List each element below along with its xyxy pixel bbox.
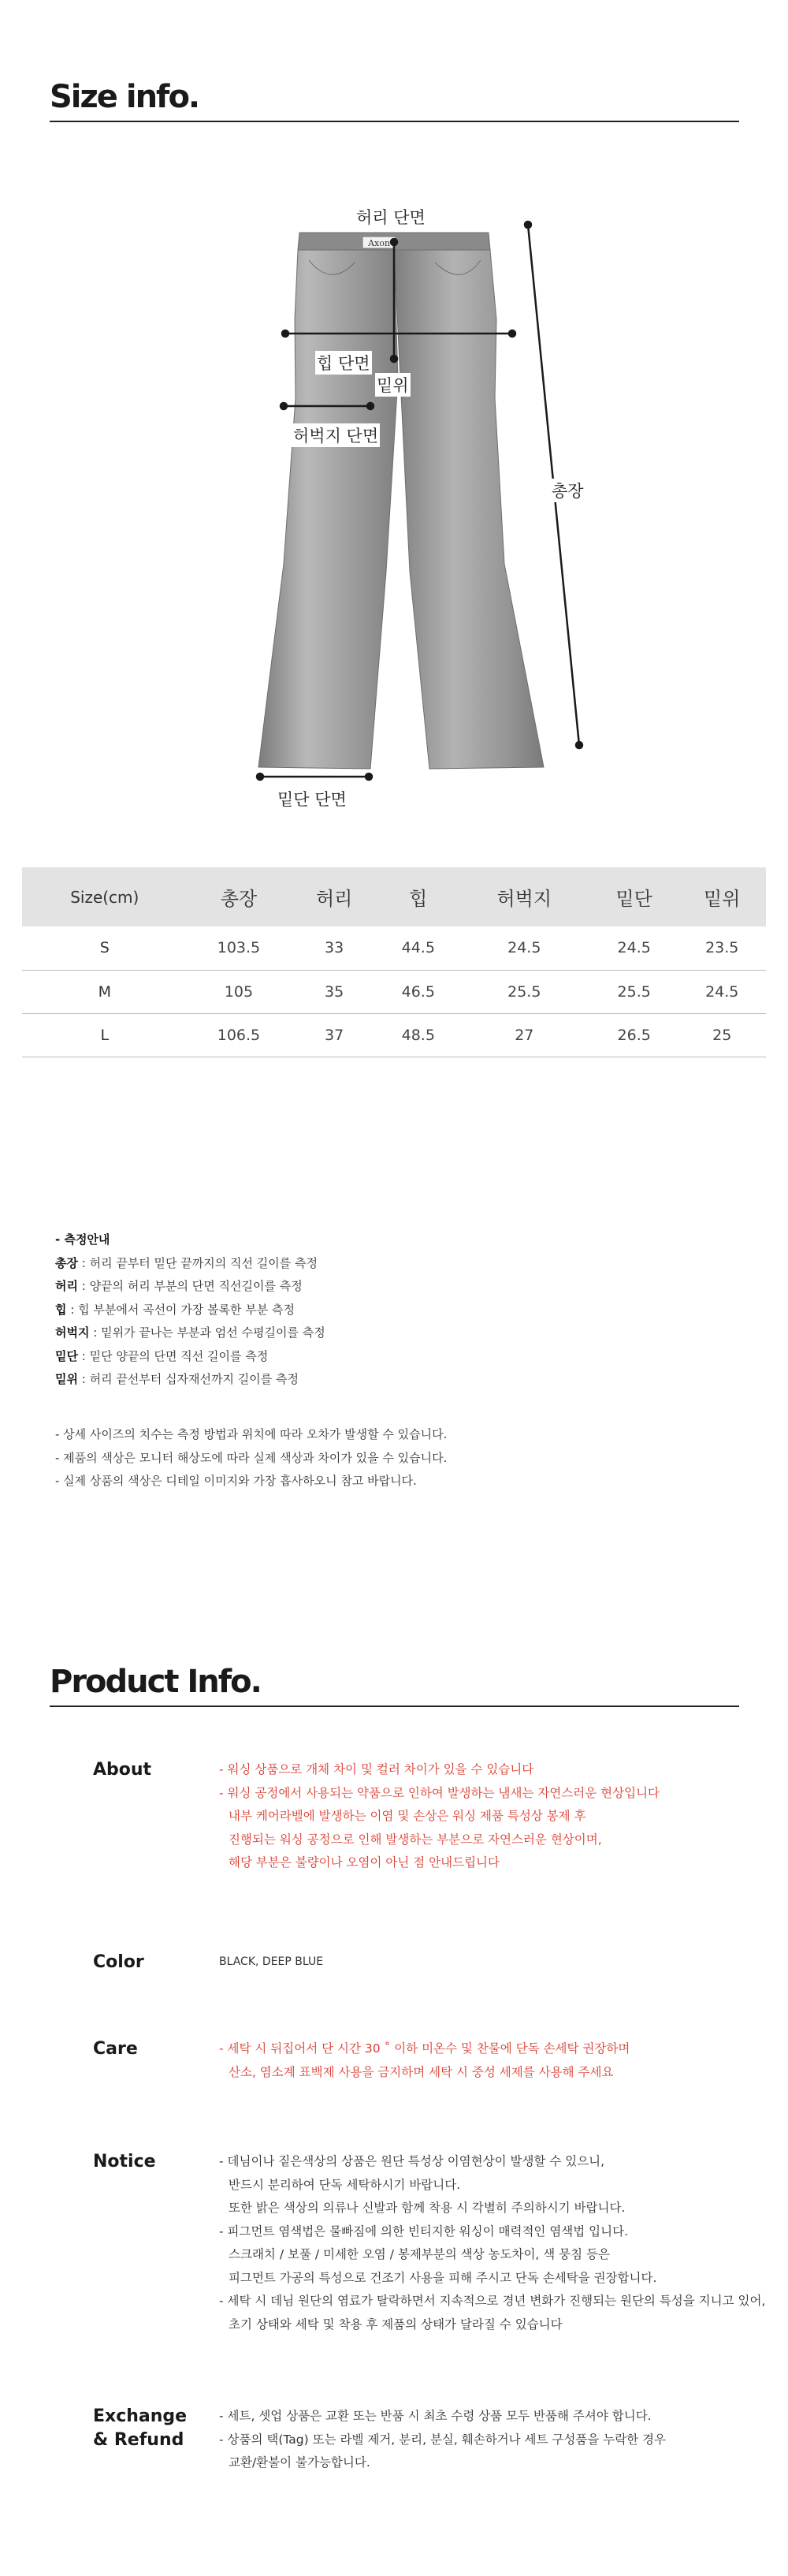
table-cell: 24.5 [459, 926, 590, 970]
table-row [22, 1013, 766, 1057]
table-cell: 25.5 [459, 970, 590, 1013]
care-text: - 세탁 시 뒤집어서 단 시간 30 ˚ 이하 미온수 및 찬물에 단독 손세탁 권장하며 산소, 염소계 표백제 사용을 금지하며 세탁 시 중성 세제를 사용해 주세요 [219, 2041, 630, 2079]
about-label: About [93, 1760, 152, 1780]
table-cell: 26.5 [590, 1013, 678, 1057]
product-info-rule [50, 1706, 739, 1707]
disclaimer-line: - 상세 사이즈의 치수는 측정 방법과 위치에 따라 오차가 발생할 수 있습니다. [55, 1427, 448, 1441]
measure-notes-heading: - 측정안내 [55, 1232, 110, 1247]
jeans-diagram [236, 201, 591, 816]
table-cell: 24.5 [678, 970, 766, 1013]
table-row [22, 970, 766, 1013]
rise-label: 밑위 [375, 373, 411, 397]
measure-note-item: 허벅지 : 밑위가 끝나는 부분과 엄선 수평길이를 측정 [55, 1325, 325, 1340]
table-cell: 46.5 [378, 970, 459, 1013]
size-info-rule [50, 121, 739, 122]
size-table-header: 허리 [290, 867, 378, 926]
exchange-refund-label: Exchange & Refund [93, 2406, 188, 2450]
table-cell: 27 [459, 1013, 590, 1057]
measure-note-item: 밑위 : 허리 끝선부터 십자재선까지 길이를 측정 [55, 1372, 299, 1386]
table-cell: 24.5 [590, 926, 678, 970]
table-cell: 25.5 [590, 970, 678, 1013]
table-cell: 106.5 [188, 1013, 291, 1057]
size-table-header: Size(cm) [22, 867, 188, 926]
size-table-header-row [22, 867, 766, 926]
length-label: 총장 [550, 479, 585, 502]
measure-note-item: 힙 : 힙 부분에서 곡선이 가장 볼록한 부분 측정 [55, 1302, 296, 1317]
table-cell: 37 [290, 1013, 378, 1057]
notice-label: Notice [93, 2152, 156, 2172]
table-cell: M [22, 970, 188, 1013]
product-info-title: Product Info. [50, 1664, 261, 1700]
disclaimer-line: - 제품의 색상은 모니터 해상도에 따라 실제 색상과 차이가 있을 수 있습니다. [55, 1450, 448, 1465]
table-cell: S [22, 926, 188, 970]
size-table [22, 867, 766, 1057]
disclaimer-line: - 실제 상품의 색상은 디테일 이미지와 가장 흡사하오니 참고 바랍니다. [55, 1474, 417, 1488]
measure-note-item: 허리 : 양끝의 허리 부분의 단면 직선길이를 측정 [55, 1279, 303, 1293]
exchange-refund-text: - 세트, 셋업 상품은 교환 또는 반품 시 최초 수령 상품 모두 반품해 주셔야 합니다. - 상품의 택(Tag) 또는 라벨 제거, 분리, 분실, 훼손하거나 세트 구성품을 누락한 경우 교환/환불이 불가능합니다. [219, 2409, 667, 2470]
size-table-header: 밑단 [590, 867, 678, 926]
jeans-illustration [236, 201, 591, 816]
hem-label: 밑단 단면 [276, 787, 348, 811]
size-table-header: 총장 [188, 867, 291, 926]
size-table-header: 힙 [378, 867, 459, 926]
size-table-header: 밑위 [678, 867, 766, 926]
care-label: Care [93, 2039, 138, 2059]
table-cell: 44.5 [378, 926, 459, 970]
notice-text: - 데님이나 짙은색상의 상품은 원단 특성상 이염현상이 발생할 수 있으니, 반드시 분리하여 단독 세탁하시기 바랍니다. 또한 밝은 색상의 의류나 신발과 함께 착용 시 각별히 주의하시기 바랍니다. - 피그먼트 염색법은 물빠짐에 의한 빈티지한 워싱이 매력적인 염색법 입니다. 스크래치 / 보풀 / 미세한 오염 / 봉제부분의 색상 농도차이, 색 뭉침 등은 피그먼트 가공의 특성으로 건조기 사용을 피해 주시고 단독 손세탁을 권장합니다. - 세탁 시 데님 원단의 염료가 탈락하면서 지속적으로 경년 변화가 진행되는 원단의 특성을 지니고 있어, 초기 상태와 세탁 및 착용 후 제품의 상태가 달라질 수 있습니다 [219, 2154, 766, 2332]
table-row [22, 926, 766, 970]
table-cell: 33 [290, 926, 378, 970]
thigh-label: 허벅지 단면 [292, 423, 380, 447]
table-cell: 103.5 [188, 926, 291, 970]
table-cell: L [22, 1013, 188, 1057]
table-cell: 25 [678, 1013, 766, 1057]
table-cell: 48.5 [378, 1013, 459, 1057]
color-label: Color [93, 1952, 144, 1972]
waist-label: 허리 단면 [355, 205, 427, 229]
hip-label: 힙 단면 [315, 351, 372, 375]
disclaimers [55, 1423, 447, 1493]
measure-notes [55, 1228, 325, 1392]
table-cell: 23.5 [678, 926, 766, 970]
about-text: - 워싱 상품으로 개체 차이 및 컬러 차이가 있을 수 있습니다 - 워싱 공정에서 사용되는 약품으로 인하여 발생하는 냄새는 자연스러운 현상입니다 내부 케어라벨에 발생하는 이염 및 손상은 워싱 제품 특성상 봉제 후 진행되는 워싱 공정으로 인해 발생하는 부분으로 자연스러운 현상이며, 해당 부분은 불량이나 오염이 아닌 점 안내드립니다 [219, 1762, 660, 1870]
measure-note-item: 총장 : 허리 끝부터 밑단 끝까지의 직선 길이를 측정 [55, 1255, 318, 1270]
table-cell: 105 [188, 970, 291, 1013]
measure-note-item: 밑단 : 밑단 양끝의 단면 직선 길이를 측정 [55, 1348, 269, 1363]
size-info-title: Size info. [50, 79, 199, 115]
brand-tag: Axon [368, 238, 390, 248]
table-cell: 35 [290, 970, 378, 1013]
size-table-header: 허벅지 [459, 867, 590, 926]
color-value: BLACK, DEEP BLUE [219, 1955, 324, 1968]
